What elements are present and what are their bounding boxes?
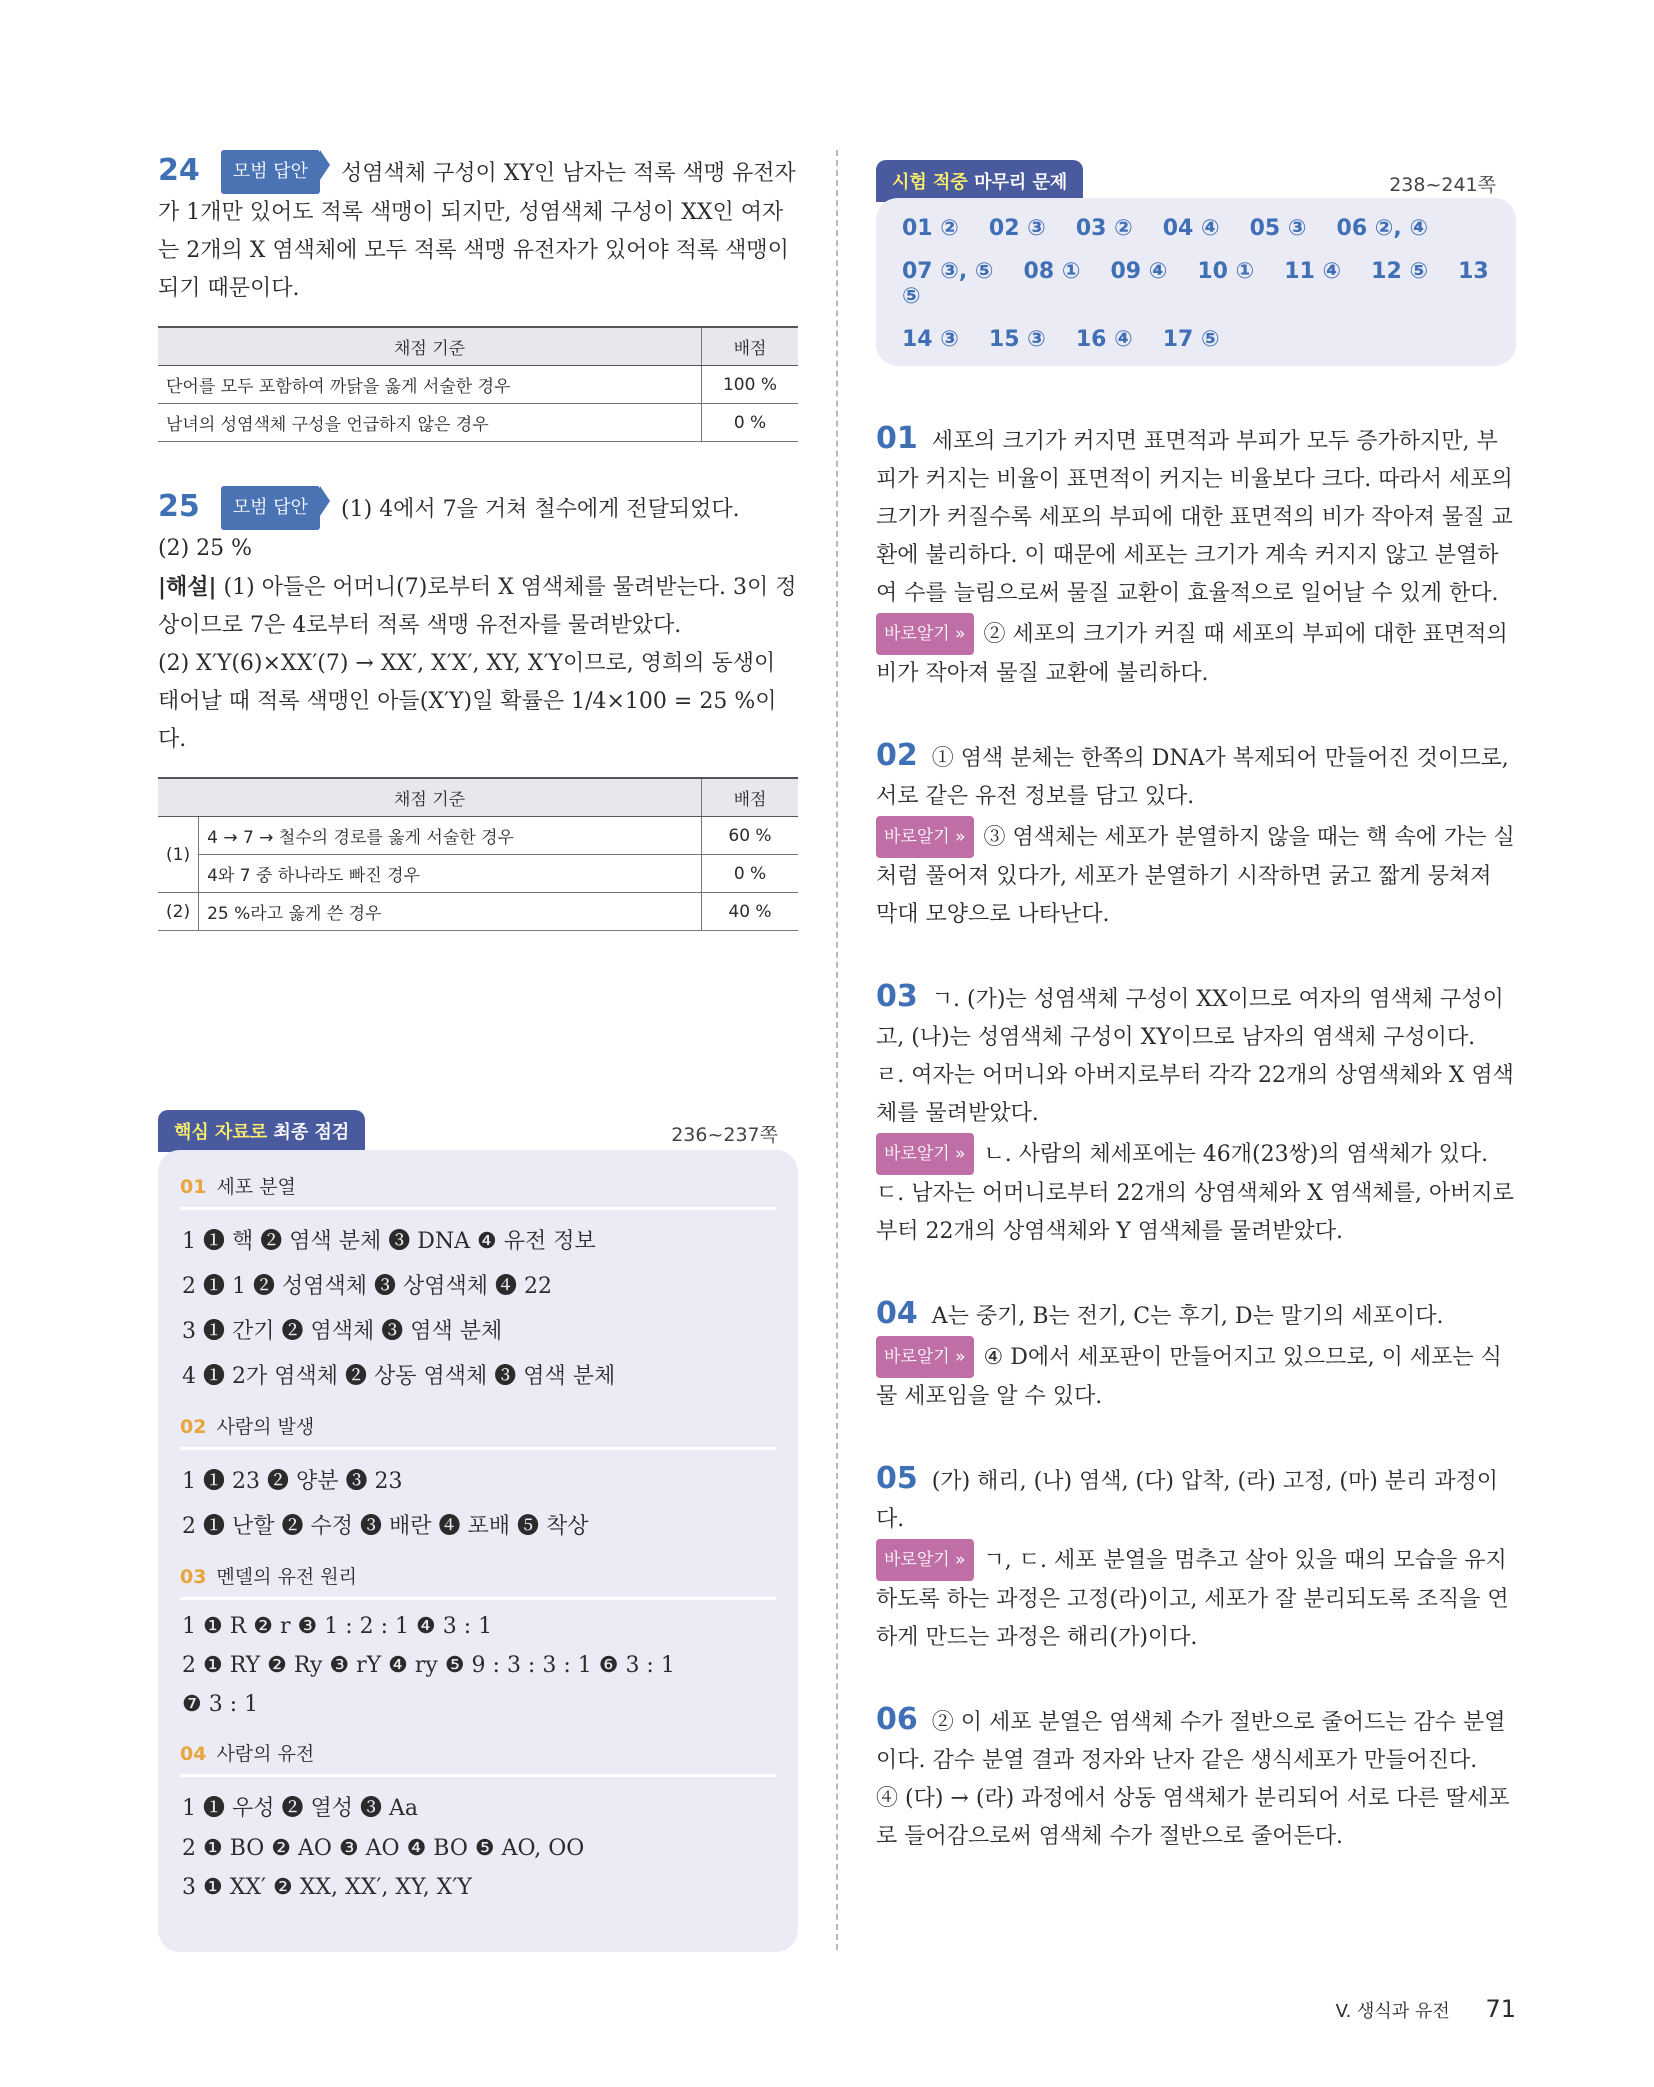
summary-header xyxy=(158,1110,798,1150)
correction-text: ㄴ. 사람의 체세포에는 46개(23쌍)의 염색체가 있다. xyxy=(983,1142,1489,1167)
answer-item: 12 ⑤ xyxy=(1371,259,1429,284)
question-number: 04 xyxy=(876,1296,918,1331)
tab-label-a: 핵심 자료로 xyxy=(174,1122,268,1143)
correction-text-2: ㄷ. 남자는 어머니로부터 22개의 상염색체와 X 염색체를, 아버지로부터 22개의 상염색체와 Y 염색체를 물려받았다. xyxy=(876,1181,1514,1244)
answer-line: 2 ❶ 난할 ❷ 수정 ❸ 배란 ❹ 포배 ❺ 착상 xyxy=(182,1514,589,1539)
sub-label: (1) xyxy=(158,817,199,893)
summary-box xyxy=(158,1150,798,1952)
correction-chip: 바로알기 » xyxy=(876,1336,974,1378)
explanation-02 xyxy=(876,737,1516,934)
answer-line: 2 ❶ RY ❷ Ry ❸ rY ❹ ry ❺ 9 : 3 : 3 : 1 ❻ 3 : 1 xyxy=(182,1653,675,1678)
answer-item: 02 ③ xyxy=(988,216,1046,241)
answer-item: 13 ⑤ xyxy=(902,259,1489,309)
correction-chip: 바로알기 » xyxy=(876,1133,974,1175)
left-column xyxy=(158,150,798,975)
explanation-text: A는 중기, B는 전기, C는 후기, D는 말기의 세포이다. xyxy=(931,1304,1444,1329)
criteria-cell: 4 → 7 → 철수의 경로를 옳게 서술한 경우 xyxy=(199,817,702,855)
answer-text: 성염색체 구성이 XY인 남자는 적록 색맹 유전자가 1개만 있어도 적록 색맹이 되지만, 성염색체 구성이 XX인 여자는 2개의 X 염색체에 모두 적록 색맹 유전자가 있어야 적록 색맹이 되기 때문이다. xyxy=(158,161,796,301)
answer-row xyxy=(902,216,1516,241)
section-number: 04 xyxy=(180,1743,207,1765)
answer-row xyxy=(902,327,1516,352)
criteria-cell: 4와 7 중 하나라도 빠진 경우 xyxy=(199,855,702,893)
correction-text: ③ 염색체는 세포가 분열하지 않을 때는 핵 속에 가는 실처럼 풀어져 있다가, 세포가 분열하기 시작하면 굵고 짧게 뭉쳐져 막대 모양으로 나타난다. xyxy=(876,825,1515,927)
question-25 xyxy=(158,486,798,931)
question-number: 05 xyxy=(876,1461,918,1496)
explanation-text-2: ㄹ. 여자는 어머니와 아버지로부터 각각 22개의 상염색체와 X 염색체를 물려받았다. xyxy=(876,1063,1514,1126)
question-number: 01 xyxy=(876,421,918,456)
answer-line: 3 ❶ 간기 ❷ 염색체 ❸ 염색 분체 xyxy=(182,1319,503,1344)
explanation-text: 세포의 크기가 커지면 표면적과 부피가 모두 증가하지만, 부피가 커지는 비율이 표면적이 커지는 비율보다 크다. 따라서 세포의 크기가 커질수록 세포의 부피에 대한 표면적의 비가 작아져 물질 교환에 불리하다. 이 때문에 세포는 크기가 계속 커지지 않고 분열하여 수를 늘림으로써 물질 교환이 효율적으로 일어날 수 있게 한다. xyxy=(876,429,1513,606)
answer-item: 01 ② xyxy=(902,216,959,241)
answer-item: 11 ④ xyxy=(1284,259,1342,284)
criteria-cell: 남녀의 성염색체 구성을 언급하지 않은 경우 xyxy=(158,404,702,442)
scoring-table xyxy=(158,777,798,931)
section-number: 02 xyxy=(180,1416,207,1438)
correction-text: ④ D에서 세포판이 만들어지고 있으므로, 이 세포는 식물 세포임을 알 수 있다. xyxy=(876,1345,1502,1409)
explanation-05 xyxy=(876,1460,1516,1657)
page-range: 236~237쪽 xyxy=(671,1124,778,1146)
criteria-header: 채점 기준 xyxy=(158,327,702,366)
summary-tab xyxy=(158,1110,365,1152)
section-title: 세포 분열 xyxy=(216,1176,296,1198)
answer-item: 08 ① xyxy=(1023,259,1081,284)
answer-line: 1 ❶ 우성 ❷ 열성 ❸ Aa xyxy=(182,1796,418,1821)
criteria-cell: 단어를 모두 포함하여 까닭을 옳게 서술한 경우 xyxy=(158,366,702,404)
answer-line: 2 ❶ BO ❷ AO ❸ AO ❹ BO ❺ AO, OO xyxy=(182,1836,585,1861)
column-divider xyxy=(836,150,838,1950)
correction-chip: 바로알기 » xyxy=(876,1539,974,1581)
points-cell: 100 % xyxy=(702,366,799,404)
answer-line: 2 ❶ 1 ❷ 성염색체 ❸ 상염색체 ❹ 22 xyxy=(182,1274,552,1299)
answer-item: 15 ③ xyxy=(988,327,1046,352)
question-number: 24 xyxy=(158,153,200,188)
correction-chip: 바로알기 » xyxy=(876,816,974,858)
model-answer-badge: 모범 답안 xyxy=(221,150,320,194)
section-heading xyxy=(180,1562,776,1600)
correction-text: ② 세포의 크기가 커질 때 세포의 부피에 대한 표면적의 비가 작아져 물질 교환에 불리하다. xyxy=(876,622,1508,686)
explanation-label: |해설| xyxy=(158,574,217,600)
right-column xyxy=(876,420,1516,1900)
explanation-text: (가) 해리, (나) 염색, (다) 압착, (라) 고정, (마) 분리 과정이다. xyxy=(876,1469,1499,1532)
explanation-04 xyxy=(876,1295,1516,1416)
answers-tab xyxy=(876,160,1083,202)
explanation-text-2: ④ (다) → (라) 과정에서 상동 염색체가 분리되어 서로 다른 딸세포로 들어감으로써 염색체 수가 절반으로 줄어든다. xyxy=(876,1786,1510,1849)
explanation-2: (2) X′Y(6)×XX′(7) → XX′, X′X′, XY, X′Y이므로, 영희의 동생이 태어날 때 적록 색맹인 아들(X′Y)일 확률은 1/4×100 = 25 %이다. xyxy=(158,651,777,752)
answer-item: 07 ③, ⑤ xyxy=(902,259,994,284)
chapter-label: V. 생식과 유전 xyxy=(1335,2001,1450,2022)
explanation-text: ① 염색 분체는 한쪽의 DNA가 복제되어 만들어진 것이므로, 서로 같은 유전 정보를 담고 있다. xyxy=(876,746,1509,809)
explanation-03 xyxy=(876,978,1516,1251)
answers-header xyxy=(876,160,1516,200)
section-heading xyxy=(180,1172,776,1210)
points-cell: 60 % xyxy=(702,817,799,855)
answer-part-2: (2) 25 % xyxy=(158,536,253,561)
points-header: 배점 xyxy=(702,327,799,366)
answer-item: 05 ③ xyxy=(1249,216,1307,241)
question-number: 03 xyxy=(876,979,918,1014)
answer-item: 09 ④ xyxy=(1110,259,1168,284)
explanation-text: ㄱ. (가)는 성염색체 구성이 XX이므로 여자의 염색체 구성이고, (나)는 성염색체 구성이 XY이므로 남자의 염색체 구성이다. xyxy=(876,987,1504,1050)
answer-item: 03 ② xyxy=(1075,216,1133,241)
answer-item: 17 ⑤ xyxy=(1162,327,1220,352)
explanation-01 xyxy=(876,420,1516,693)
section-heading xyxy=(180,1412,776,1450)
answer-line: 3 ❶ XX′ ❷ XX, XX′, XY, X′Y xyxy=(182,1875,472,1900)
answers-box xyxy=(876,198,1516,366)
question-number: 25 xyxy=(158,489,200,524)
answer-row xyxy=(902,259,1516,309)
criteria-cell: 25 %라고 옳게 쓴 경우 xyxy=(199,893,702,931)
answer-item: 10 ① xyxy=(1197,259,1255,284)
answer-item: 16 ④ xyxy=(1075,327,1133,352)
page-number: 71 xyxy=(1485,1995,1516,2023)
answer-line: 1 ❶ 23 ❷ 양분 ❸ 23 xyxy=(182,1469,403,1494)
section-number: 01 xyxy=(180,1176,207,1198)
question-number: 06 xyxy=(876,1702,918,1737)
correction-chip: 바로알기 » xyxy=(876,613,974,655)
section-title: 사람의 유전 xyxy=(216,1743,315,1765)
answer-item: 06 ②, ④ xyxy=(1336,216,1429,241)
question-24 xyxy=(158,150,798,442)
points-cell: 0 % xyxy=(702,404,799,442)
points-header: 배점 xyxy=(702,778,799,817)
page-footer xyxy=(1336,1995,1516,2023)
answer-part-1: (1) 4에서 7을 거쳐 철수에게 전달되었다. xyxy=(341,497,740,522)
section-title: 멘델의 유전 원리 xyxy=(216,1566,358,1588)
sub-label: (2) xyxy=(158,893,199,931)
criteria-header: 채점 기준 xyxy=(158,778,702,817)
explanation-text: ② 이 세포 분열은 염색체 수가 절반으로 줄어드는 감수 분열이다. 감수 분열 결과 정자와 난자 같은 생식세포가 만들어진다. xyxy=(876,1710,1506,1773)
model-answer-badge: 모범 답안 xyxy=(221,486,320,530)
answer-item: 14 ③ xyxy=(902,327,959,352)
explanation-06 xyxy=(876,1701,1516,1856)
answer-line: ❼ 3 : 1 xyxy=(182,1692,259,1717)
section-title: 사람의 발생 xyxy=(216,1416,315,1438)
explanation-1: (1) 아들은 어머니(7)로부터 X 염색체를 물려받는다. 3이 정상이므로 7은 4로부터 적록 색맹 유전자를 물려받았다. xyxy=(158,575,797,638)
points-cell: 40 % xyxy=(702,893,799,931)
section-heading xyxy=(180,1739,776,1777)
page-range: 238~241쪽 xyxy=(1389,174,1496,196)
tab-label-b: 마무리 문제 xyxy=(974,172,1068,193)
question-number: 02 xyxy=(876,738,918,773)
tab-label-b: 최종 점검 xyxy=(273,1122,350,1143)
points-cell: 0 % xyxy=(702,855,799,893)
answer-line: 1 ❶ 핵 ❷ 염색 분체 ❸ DNA ❹ 유전 정보 xyxy=(182,1229,596,1254)
answer-line: 1 ❶ R ❷ r ❸ 1 : 2 : 1 ❹ 3 : 1 xyxy=(182,1614,493,1639)
answer-item: 04 ④ xyxy=(1162,216,1220,241)
tab-label-a: 시험 적중 xyxy=(892,172,968,193)
answer-line: 4 ❶ 2가 염색체 ❷ 상동 염색체 ❸ 염색 분체 xyxy=(182,1364,616,1389)
scoring-table xyxy=(158,326,798,442)
section-number: 03 xyxy=(180,1566,207,1588)
correction-text: ㄱ, ㄷ. 세포 분열을 멈추고 살아 있을 때의 모습을 유지하도록 하는 과정은 고정(라)이고, 세포가 잘 분리되도록 조직을 연하게 만드는 과정은 해리(가)이다. xyxy=(876,1548,1509,1650)
